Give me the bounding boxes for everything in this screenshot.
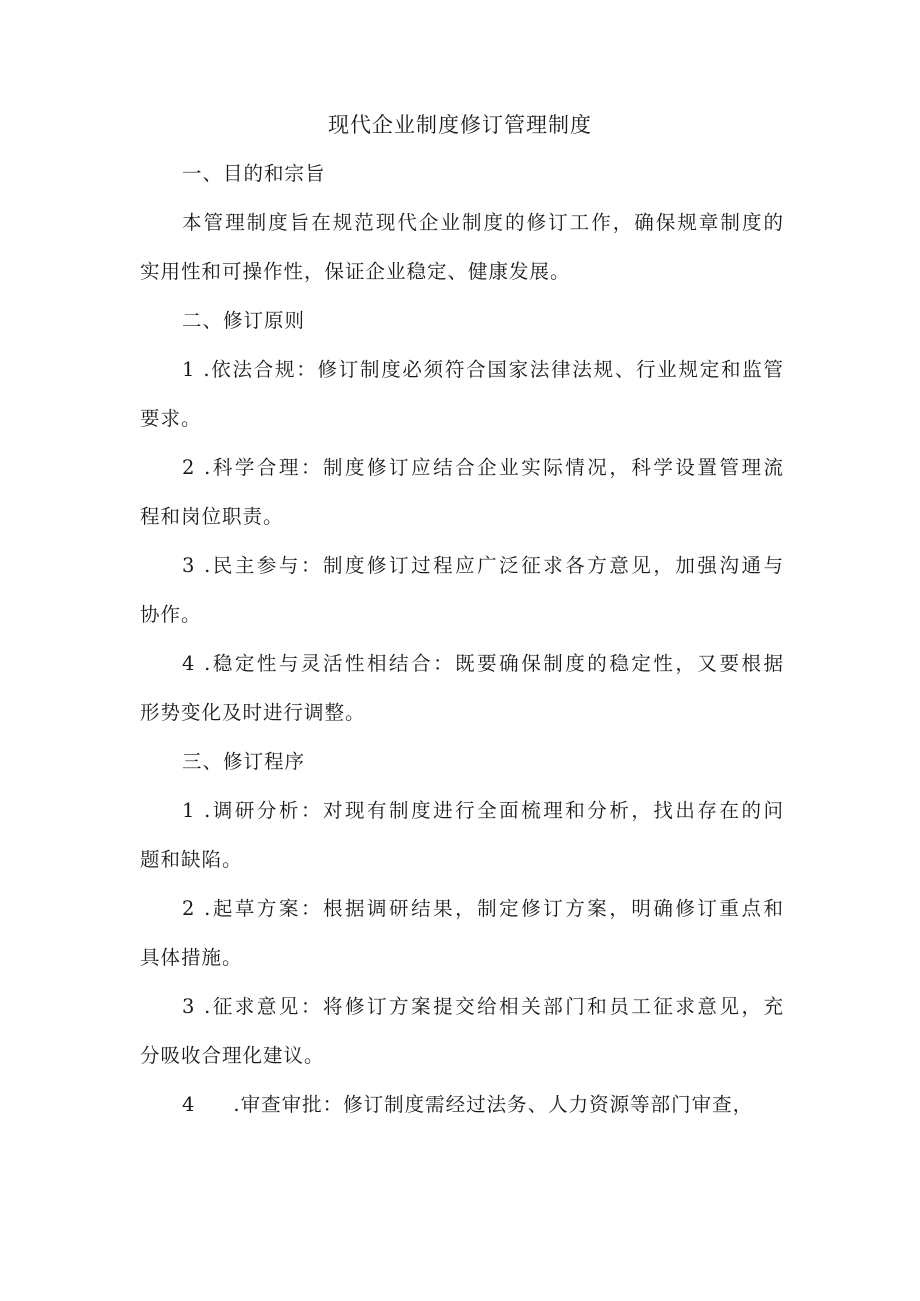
paragraph-line: 本管理制度旨在规范现代企业制度的修订工作，确保规章制度的 — [182, 211, 784, 234]
list-item-line: 具体措施。 — [140, 946, 243, 969]
list-item-line: 要求。 — [140, 407, 202, 430]
list-item-line: 1 .依法合规：修订制度必须符合国家法律法规、行业规定和监管 — [182, 358, 784, 381]
list-item-line: 协作。 — [140, 603, 202, 626]
heading-purpose: 一、目的和宗旨 — [182, 162, 326, 185]
list-item-line: 题和缺陷。 — [140, 848, 243, 871]
list-item-line: 3 .征求意见：将修订方案提交给相关部门和员工征求意见，充 — [182, 995, 784, 1018]
heading-principles: 二、修订原则 — [182, 309, 306, 332]
list-item-line: 程和岗位职责。 — [140, 505, 284, 528]
list-item-line: 3 .民主参与：制度修订过程应广泛征求各方意见，加强沟通与 — [182, 554, 784, 577]
list-item-line: 形势变化及时进行调整。 — [140, 701, 366, 724]
list-item-line: 4 .稳定性与灵活性相结合：既要确保制度的稳定性，又要根据 — [182, 652, 784, 675]
list-item-line: 2 .起草方案：根据调研结果，制定修订方案，明确修订重点和 — [182, 897, 784, 920]
paragraph-line: 实用性和可操作性，保证企业稳定、健康发展。 — [140, 260, 571, 283]
document-title: 现代企业制度修订管理制度 — [328, 113, 592, 137]
list-item-text: .审查审批：修订制度需经过法务、人力资源等部门审查， — [233, 1093, 754, 1116]
list-item-line: 2 .科学合理：制度修订应结合企业实际情况，科学设置管理流 — [182, 456, 784, 479]
list-item-line — [182, 1091, 784, 1119]
heading-procedure: 三、修订程序 — [182, 750, 306, 773]
list-item-line: 1 .调研分析：对现有制度进行全面梳理和分析，找出存在的问 — [182, 799, 784, 822]
list-item-number: 4 — [182, 1093, 196, 1116]
list-item-line: 分吸收合理化建议。 — [140, 1044, 325, 1067]
